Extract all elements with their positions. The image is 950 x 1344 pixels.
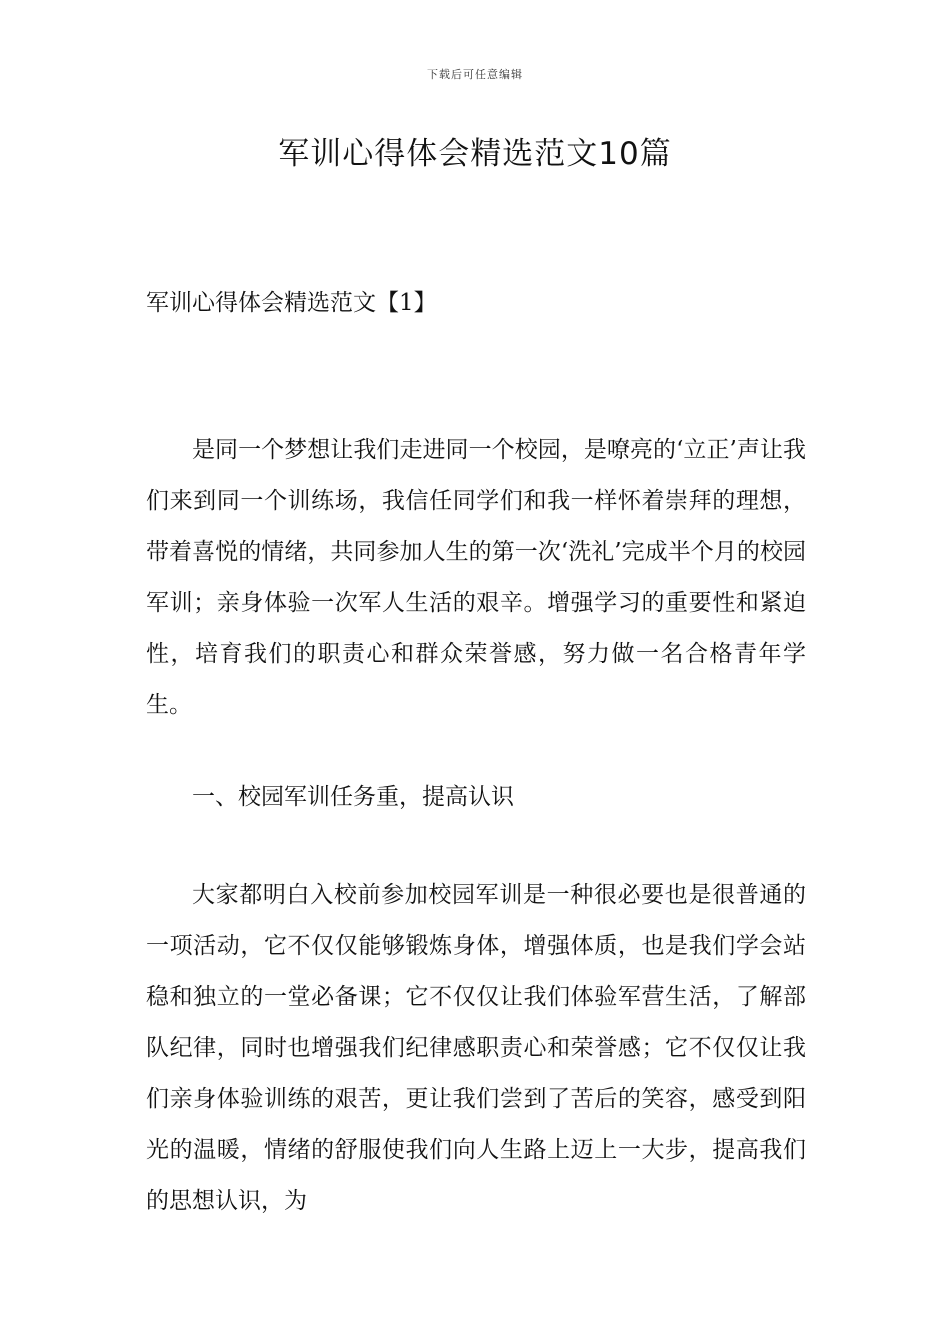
sub-heading: 一、校园军训任务重，提高认识 xyxy=(192,784,514,810)
section-heading: 军训心得体会精选范文【1】 xyxy=(146,290,437,316)
paragraph-1: 是同一个梦想让我们走进同一个校园，是嘹亮的‘立正’声让我们来到同一个训练场，我信任同学们和我一样怀着崇拜的理想，带着喜悦的情绪，共同参加人生的第一次‘洗礼’完成半个月的校园军训；亲身体验一次军人生活的艰辛。增强学习的重要性和紧迫性，培育我们的职责心和群众荣誉感，努力做一名合格青年学生。 xyxy=(146,437,806,718)
header-note: 下载后可任意编辑 xyxy=(427,68,523,81)
document-title: 军训心得体会精选范文10篇 xyxy=(278,136,672,172)
paragraph-2: 大家都明白入校前参加校园军训是一种很必要也是很普通的一项活动，它不仅仅能够锻炼身体，增强体质，也是我们学会站稳和独立的一堂必备课；它不仅仅让我们体验军营生活，了解部队纪律，同时也增强我们纪律感职责心和荣誉感；它不仅仅让我们亲身体验训练的艰苦，更让我们尝到了苦后的笑容，感受到阳光的温暖，情绪的舒服使我们向人生路上迈上一大步，提高我们的思想认识，为 xyxy=(146,882,806,1214)
